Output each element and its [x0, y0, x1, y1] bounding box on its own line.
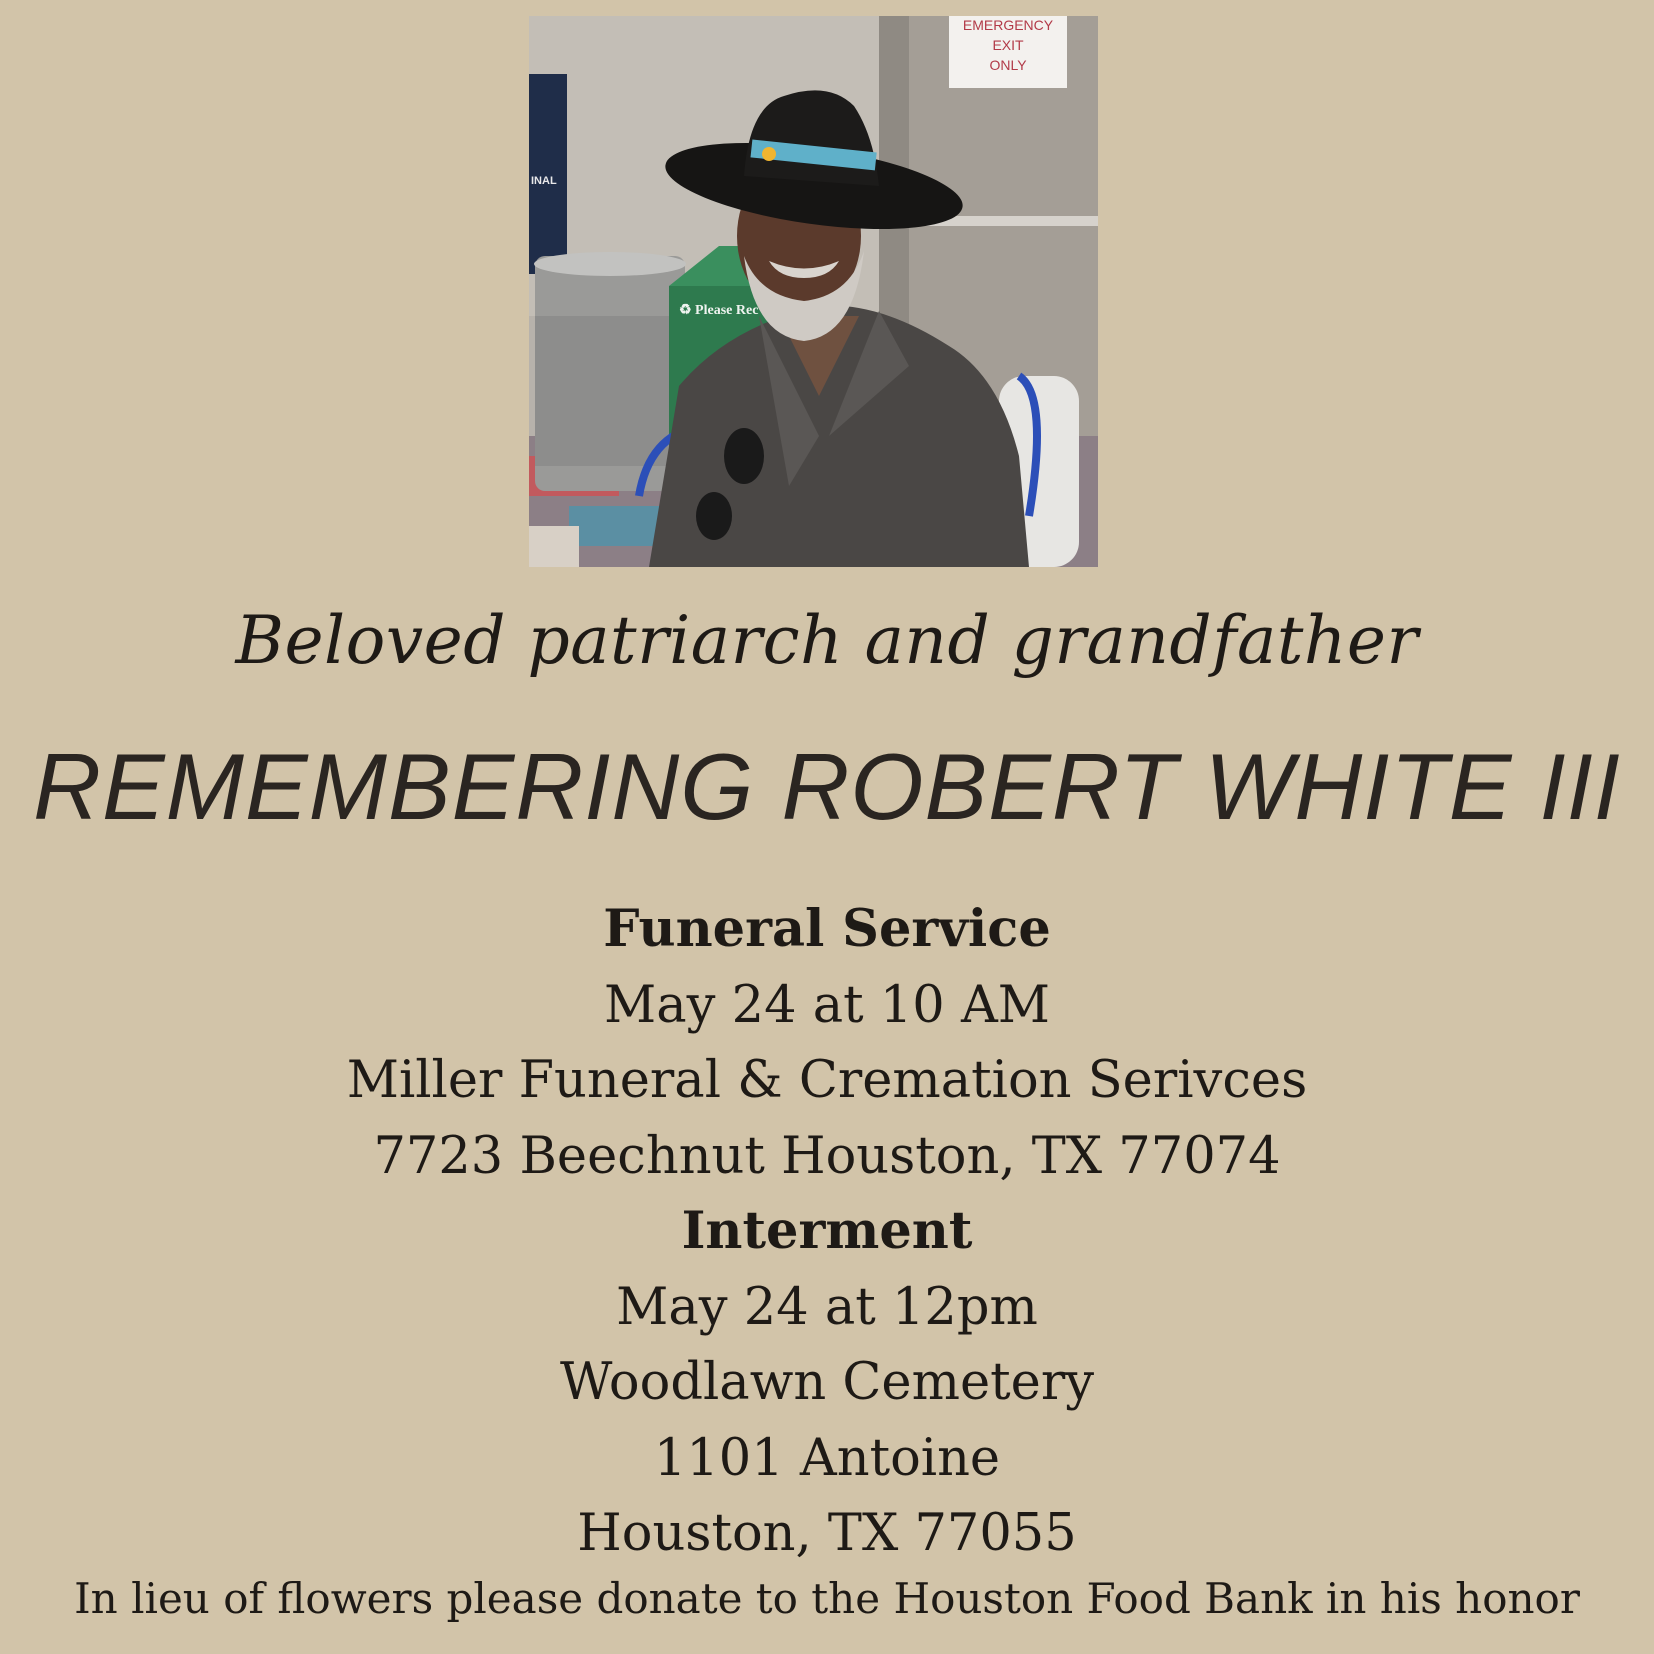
service-details	[0, 892, 1654, 1572]
funeral-address: 7723 Beechnut Houston, TX 77074	[373, 1126, 1281, 1186]
exit-sign-line-3: ONLY	[989, 57, 1027, 73]
donation-note: In lieu of flowers please donate to the Houston Food Bank in his honor	[74, 1574, 1580, 1623]
memorial-photo-graphic	[529, 16, 1098, 567]
interment-address-line-2: Houston, TX 77055	[577, 1504, 1077, 1563]
funeral-heading: Funeral Service	[603, 899, 1051, 959]
recycle-bin-label: ♻ Please Rec	[679, 303, 759, 318]
memorial-photo	[529, 16, 1098, 567]
funeral-venue: Miller Funeral & Cremation Serivces	[346, 1051, 1308, 1110]
banner-text: INAL	[531, 175, 557, 187]
interment-address-line-1: 1101 Antoine	[653, 1428, 1001, 1488]
page-title: REMEMBERING ROBERT WHITE III	[33, 734, 1621, 839]
interment-heading: Interment	[681, 1201, 973, 1261]
exit-sign-line-2: EXIT	[992, 37, 1024, 53]
interment-venue: Woodlawn Cemetery	[559, 1353, 1095, 1412]
exit-sign-line-1: EMERGENCY	[962, 17, 1054, 33]
funeral-time: May 24 at 10 AM	[603, 975, 1051, 1035]
subtitle: Beloved patriarch and grandfather	[235, 602, 1419, 679]
interment-time: May 24 at 12pm	[616, 1277, 1038, 1337]
